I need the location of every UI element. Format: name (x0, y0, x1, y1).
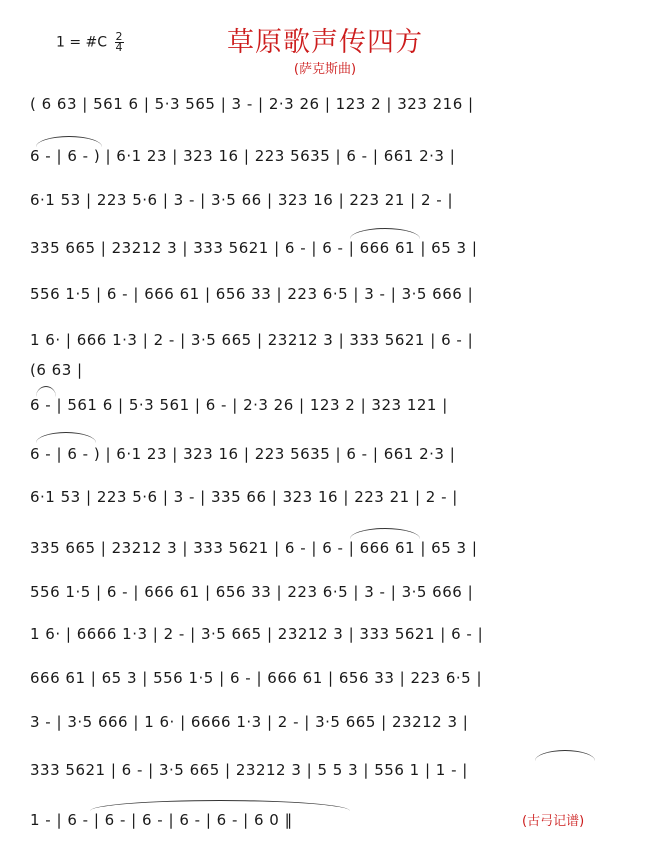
bar-line: | (137, 669, 154, 687)
bar-line: | (51, 445, 68, 463)
score-line (30, 144, 628, 168)
song-title: 草原歌声传四方 (227, 27, 423, 58)
bar-line: | (367, 147, 384, 165)
measure: 666 61 (359, 539, 416, 557)
tie-arc (350, 528, 420, 539)
bar-line: | (95, 239, 112, 257)
bar-line: | (219, 761, 236, 779)
song-subtitle: (萨克斯曲) (293, 62, 357, 77)
bar-line: | (100, 445, 117, 463)
measure: 6 - (284, 239, 307, 257)
measure: 6·1 53 (30, 191, 81, 209)
measure: 223 6·5 (287, 285, 349, 303)
measure: 3·5 666 (401, 285, 463, 303)
measure: 323 16 (277, 191, 334, 209)
measure: 335 665 (30, 539, 96, 557)
measure: 333 5621 (30, 761, 106, 779)
measure: 3·5 665 (159, 761, 220, 779)
bar-line: | (177, 239, 194, 257)
bar-line: | (177, 539, 194, 557)
bar-line: | (174, 713, 191, 731)
measure: 3 - (364, 583, 386, 601)
bar-line: | (238, 445, 255, 463)
bar-line: | (338, 488, 355, 506)
bar-line: | (157, 488, 174, 506)
bar-line: | (128, 713, 145, 731)
measure: 223 6·5 (410, 669, 472, 687)
bar-line: | (60, 625, 77, 643)
bar-line: | (466, 539, 483, 557)
measure: 6 - (346, 147, 368, 165)
measure: 666 61 (267, 669, 323, 687)
measure: 6 - (322, 239, 344, 257)
bar-line: | (80, 191, 97, 209)
measure: 6 - (216, 811, 238, 829)
measure: 3 - (173, 191, 195, 209)
bar-line: | (137, 331, 154, 349)
bar-line: | (462, 583, 479, 601)
bar-line: | (266, 488, 283, 506)
bar-line: | (252, 95, 269, 113)
bar-line: | (163, 811, 180, 829)
bar-line: | (435, 625, 452, 643)
measure: 223 5635 (254, 445, 331, 463)
bar-line: | (436, 396, 454, 414)
bar-line: | (457, 761, 474, 779)
bar-line: | (112, 396, 129, 414)
measure: 6 - (322, 539, 344, 557)
measure: 6 - (229, 669, 252, 687)
measure: 6 - (121, 761, 143, 779)
measure: 3 - (364, 285, 386, 303)
score-line (30, 758, 628, 782)
measure: 556 1 (374, 761, 420, 779)
bar-line: | (261, 713, 278, 731)
bar-line: | (71, 361, 88, 379)
bar-line: | (200, 811, 217, 829)
measure: 323 216 (397, 95, 463, 113)
measure: 223 5·6 (96, 191, 158, 209)
bar-line: | (471, 669, 488, 687)
bar-line: | (348, 583, 365, 601)
measure: 323 16 (282, 488, 339, 506)
measure: 5 5 3 (317, 761, 359, 779)
bar-line: | (343, 239, 360, 257)
bar-line: | (462, 285, 479, 303)
bar-line: | (100, 147, 117, 165)
bar-line: | (404, 191, 421, 209)
bar-line: | (355, 396, 372, 414)
bar-line: | (199, 583, 216, 601)
score-line (30, 666, 628, 690)
bar-line: | (167, 445, 184, 463)
measure: 323 16 (183, 147, 239, 165)
bar-line: | (88, 811, 105, 829)
bar-line: | (385, 285, 402, 303)
measure: 656 33 (215, 285, 272, 303)
measure: 2 - (425, 488, 448, 506)
score-line (30, 393, 628, 417)
measure: 6 - (441, 331, 463, 349)
bar-line: | (442, 191, 459, 209)
bar-line: | (348, 285, 365, 303)
measure: 6 - (106, 583, 129, 601)
measure: 666 61 (30, 669, 86, 687)
measure: 661 2·3 (383, 147, 445, 165)
bar-line: | (128, 285, 145, 303)
bar-line: | (271, 285, 288, 303)
measure: 6·1 23 (116, 147, 167, 165)
bar-line: | (409, 488, 426, 506)
measure: 6666 1·3 (76, 625, 148, 643)
bar-line: | (381, 95, 398, 113)
score-line (30, 485, 628, 509)
measure: 666 61 (144, 285, 200, 303)
bar-line: | (457, 713, 474, 731)
measure: 6666 1·3 (190, 713, 262, 731)
measure: 6 - ) (67, 147, 101, 165)
bar-line: | (261, 625, 278, 643)
bar-line: | (322, 669, 339, 687)
measure: 666 1·3 (76, 331, 138, 349)
measure: 223 5·6 (96, 488, 158, 506)
bar-line: | (299, 713, 316, 731)
bar-line: | (330, 147, 347, 165)
bar-line: | (385, 583, 402, 601)
measure: ( 6 63 (30, 95, 78, 113)
bar-line: | (306, 239, 323, 257)
measure: 123 2 (309, 396, 356, 414)
measure: 6 - (141, 811, 164, 829)
transcriber-credit: (古弓记谱) (522, 814, 585, 829)
measure: 1 6· (30, 331, 61, 349)
bar-line: | (301, 761, 318, 779)
measure: 23212 3 (277, 625, 344, 643)
measure: 333 5621 (359, 625, 435, 643)
score-line (30, 580, 628, 604)
score-line (30, 92, 628, 116)
bar-line: | (194, 488, 211, 506)
key-label: 1 = #C (56, 34, 108, 51)
measure: (6 63 (30, 361, 72, 379)
bar-line: | (375, 713, 392, 731)
bar-line: | (174, 331, 191, 349)
bar-line: | (415, 239, 432, 257)
bar-line: | (51, 147, 68, 165)
measure: 23212 3 (235, 761, 302, 779)
bar-line: | (444, 445, 461, 463)
bar-line: | (80, 488, 97, 506)
measure: 3·5 665 (315, 713, 376, 731)
bar-line: | (51, 396, 68, 414)
bar-line: | (271, 583, 288, 601)
measure: 6 - (104, 811, 126, 829)
bar-line: | (128, 583, 145, 601)
bar-line: | (261, 191, 278, 209)
measure: 2 - (163, 625, 185, 643)
measure: 6 - (106, 285, 129, 303)
time-signature-bottom: 4 (115, 41, 123, 54)
score-line (30, 188, 628, 212)
score-line (30, 358, 628, 382)
bar-line: | (215, 95, 232, 113)
measure: 65 3 (431, 539, 467, 557)
measure: 3 - (173, 488, 195, 506)
bar-line: | (462, 95, 479, 113)
measure: 2·3 26 (268, 95, 320, 113)
measure: 323 16 (183, 445, 239, 463)
measure: 666 61 (144, 583, 200, 601)
bar-line: | (51, 713, 68, 731)
measure: 123 2 (335, 95, 382, 113)
measure: 2 - (277, 713, 300, 731)
measure: 3 - (231, 95, 253, 113)
bar-line: | (237, 811, 254, 829)
measure: 656 33 (338, 669, 395, 687)
measure: 561 6 (93, 95, 139, 113)
bar-line: | (319, 95, 336, 113)
measure: 3·5 66 (211, 191, 262, 209)
bar-line: | (394, 669, 411, 687)
tie-arc (350, 228, 420, 239)
measure: 65 3 (101, 669, 137, 687)
measure: 2·3 26 (243, 396, 294, 414)
bar-line: | (147, 625, 164, 643)
bar-line: | (444, 147, 461, 165)
bar-line: | (60, 331, 77, 349)
measure: 561 6 (67, 396, 113, 414)
measure: 23212 3 (111, 239, 178, 257)
measure: 335 665 (30, 239, 96, 257)
measure: 23212 3 (267, 331, 334, 349)
measure: 6 - (30, 445, 52, 463)
bar-line: | (293, 396, 310, 414)
measure: 333 5621 (193, 539, 269, 557)
bar-line: | (125, 811, 142, 829)
bar-line: | (367, 445, 384, 463)
tie-arc (90, 800, 350, 811)
tie-arc (535, 750, 595, 761)
tie-arc (36, 386, 56, 397)
measure: 6 - (346, 445, 368, 463)
bar-line: | (424, 331, 442, 349)
score-line (30, 710, 628, 734)
bar-line: | (184, 625, 201, 643)
measure: 65 3 (431, 239, 467, 257)
score-line (30, 236, 628, 260)
score-line (30, 282, 628, 306)
bar-line: | (167, 147, 184, 165)
bar-line: | (472, 625, 489, 643)
bar-line: | (213, 669, 230, 687)
bar-line: | (157, 191, 174, 209)
bar-line: | (51, 811, 68, 829)
score-line (30, 536, 628, 560)
score-line (30, 442, 628, 466)
measure: 6 - (179, 811, 201, 829)
measure: 335 66 (211, 488, 267, 506)
measure: 333 5621 (193, 239, 269, 257)
bar-line: | (138, 95, 155, 113)
bar-line: | (77, 95, 94, 113)
measure: 556 1·5 (153, 669, 214, 687)
bar-line: | (330, 445, 347, 463)
measure: 1 6· (144, 713, 175, 731)
measure: 656 33 (215, 583, 272, 601)
measure: 6·1 53 (30, 488, 81, 506)
time-signature-top: 2 (115, 30, 123, 43)
bar-line: | (95, 539, 112, 557)
measure: 3·5 666 (67, 713, 129, 731)
bar-line: | (90, 583, 107, 601)
measure: 223 5635 (254, 147, 331, 165)
bar-line: | (90, 285, 107, 303)
bar-line: | (268, 239, 285, 257)
measure: 323 121 (371, 396, 437, 414)
measure: 6 - (30, 147, 52, 165)
bar-line: | (462, 331, 479, 349)
bar-line: | (333, 331, 350, 349)
bar-line: | (251, 331, 268, 349)
measure: 6 - ) (67, 445, 101, 463)
measure: 1 6· (30, 625, 61, 643)
bar-line: | (333, 191, 350, 209)
measure: 6 0 ‖ (253, 811, 293, 829)
bar-line: | (415, 539, 432, 557)
measure: 3·5 665 (200, 625, 262, 643)
measure: 556 1·5 (30, 583, 91, 601)
bar-line: | (194, 191, 211, 209)
bar-line: | (419, 761, 436, 779)
score-line (30, 622, 628, 646)
bar-line: | (447, 488, 464, 506)
bar-line: | (358, 761, 375, 779)
measure: 223 21 (354, 488, 410, 506)
measure: 223 21 (349, 191, 405, 209)
measure: 1 - (30, 811, 52, 829)
measure: 6 - (284, 539, 307, 557)
bar-line: | (466, 239, 483, 257)
bar-line: | (268, 539, 285, 557)
measure: 6 - (205, 396, 227, 414)
measure: 23212 3 (111, 539, 178, 557)
measure: 6 - (451, 625, 473, 643)
bar-line: | (105, 761, 122, 779)
bar-line: | (238, 147, 255, 165)
bar-line: | (142, 761, 159, 779)
measure: 23212 3 (391, 713, 458, 731)
measure: 3 - (30, 713, 52, 731)
measure: 661 2·3 (383, 445, 445, 463)
bar-line: | (343, 539, 360, 557)
measure: 3·5 666 (401, 583, 463, 601)
bar-line: | (85, 669, 102, 687)
measure: 333 5621 (349, 331, 425, 349)
tie-arc (36, 136, 102, 147)
measure: 6 - (30, 396, 52, 414)
bar-line: | (251, 669, 268, 687)
bar-line: | (199, 285, 216, 303)
measure: 223 6·5 (287, 583, 349, 601)
measure: 6 - (67, 811, 89, 829)
measure: 6·1 23 (116, 445, 167, 463)
measure: 1 - (435, 761, 458, 779)
bar-line: | (343, 625, 360, 643)
measure: 2 - (421, 191, 443, 209)
measure: 5·3 565 (154, 95, 216, 113)
measure: 666 61 (359, 239, 416, 257)
tie-arc (36, 432, 96, 443)
bar-line: | (306, 539, 323, 557)
measure: 5·3 561 (128, 396, 190, 414)
measure: 556 1·5 (30, 285, 91, 303)
score-line (30, 328, 628, 352)
bar-line: | (189, 396, 206, 414)
measure: 3·5 665 (190, 331, 252, 349)
bar-line: | (226, 396, 244, 414)
measure: 2 - (153, 331, 175, 349)
